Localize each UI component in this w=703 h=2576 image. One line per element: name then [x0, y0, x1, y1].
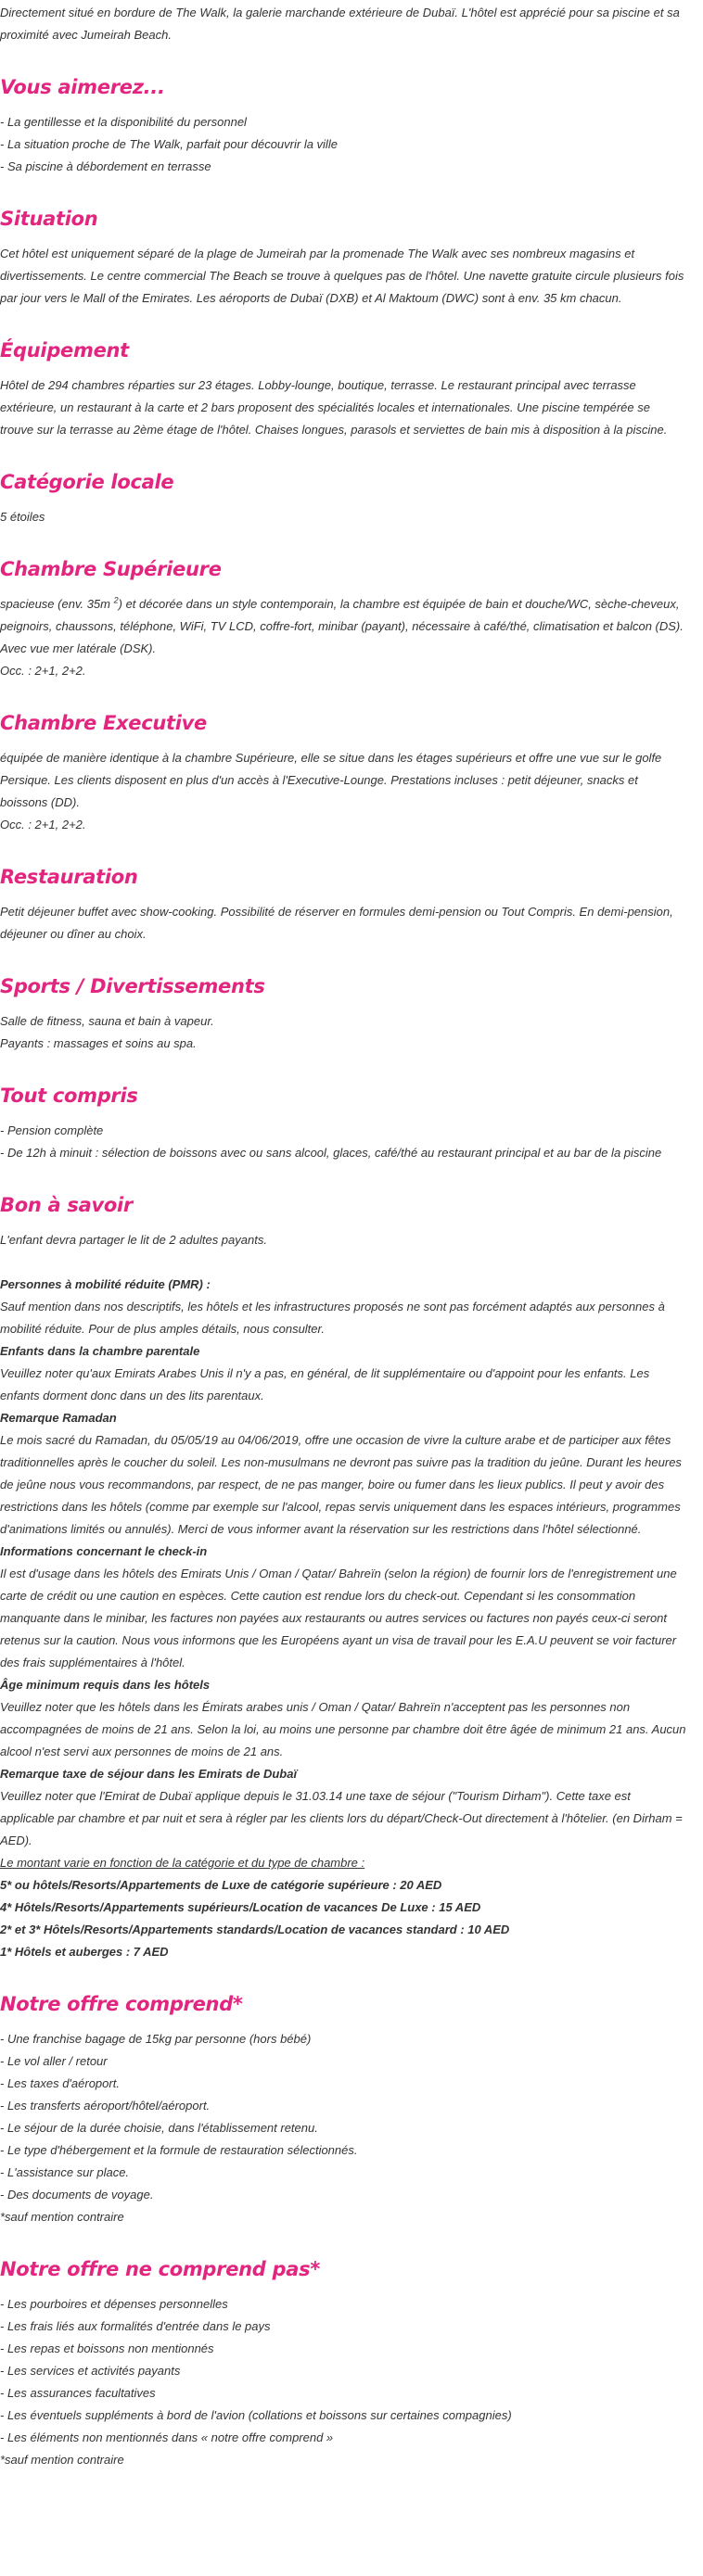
chambre-superieure-text-after: ) et décorée dans un style contemporain, la chambre est équipée de bain et douche/WC, sèche-cheveux, peignoirs, chaussons, téléphone, WiFi, TV LCD, coffre-fort, minibar (payant), nécessaire à café/thé, climatisation et balcon (DS). Avec vue mer latérale (DSK).	[0, 597, 684, 655]
list-item: - Les repas et boissons non mentionnés	[0, 2341, 214, 2355]
ramadan-text: Le mois sacré du Ramadan, du 05/05/19 au 04/06/2019, offre une occasion de vivre la culture arabe et de participer aux fêtes traditionnelles après le coucher du soleil. Les non-musulmans ne devront pas suivre pas la tradition du jeûne. Durant les heures de jeûne nous vous recommandons, par respect, de ne pas manger, boire ou fumer dans les lieux publics. Il peut y avoir des restrictions dans les hôtels (comme par exemple sur l'alcool, repas servis uniquement dans les espaces intérieurs, programmes d'animations limités ou annulés). Merci de vous informer avant la réservation sur les restrictions dans l'hôtel sélectionné.	[0, 1433, 682, 1536]
equipement-text: Hôtel de 294 chambres réparties sur 23 étages. Lobby-lounge, boutique, terrasse. Le restaurant principal avec terrasse extérieure, un restaurant à la carte et 2 bars proposent des spécialités locales et internationales. Une piscine tempérée se trouve sur la terrasse au 2ème étage de l'hôtel. Chaises longues, parasols et serviettes de bain mis à disposition à la piscine.	[0, 378, 668, 437]
chambre-executive-text: équipée de manière identique à la chambre Supérieure, elle se situe dans les étages supérieurs et offre une vue sur le golfe Persique. Les clients disposent en plus d'un accès à l'Executive-Lounge. Prestations incluses : petit déjeuner, snacks et boissons (DD).	[0, 751, 662, 809]
chambre-superieure-text-before: spacieuse (env. 35m	[0, 597, 114, 611]
offre-comprend-list	[0, 2028, 686, 2228]
intro-text: Directement situé en bordure de The Walk, la galerie marchande extérieure de Dubaï. L'hôtel est apprécié pour sa piscine et sa proximité avec Jumeirah Beach.	[0, 6, 680, 42]
list-item: - Sa piscine à débordement en terrasse	[0, 159, 211, 173]
list-item: - Des documents de voyage.	[0, 2188, 154, 2202]
list-item: *sauf mention contraire	[0, 2210, 124, 2224]
section-title-situation: Situation	[0, 208, 98, 230]
age-title: Âge minimum requis dans les hôtels	[0, 1678, 211, 1692]
restauration-text: Petit déjeuner buffet avec show-cooking. Possibilité de réserver en formules demi-pension ou Tout Compris. En demi-pension, déjeuner ou dîner au choix.	[0, 905, 673, 941]
section-title-offre-comprend: Notre offre comprend*	[0, 1993, 243, 2015]
list-item: Salle de fitness, sauna et bain à vapeur.	[0, 1014, 214, 1028]
tax-rate: 4* Hôtels/Resorts/Appartements supérieurs/Location de vacances De Luxe : 15 AED	[0, 1900, 481, 1914]
spacer	[0, 1251, 686, 1274]
section-title-chambre-executive: Chambre Executive	[0, 712, 207, 734]
montant-title: Le montant varie en fonction de la catégorie et du type de chambre :	[0, 1856, 365, 1870]
checkin-text: Il est d'usage dans les hôtels des Emirats Unis / Oman / Qatar/ Bahreïn (selon la région) de fournir lors de l'enregistrement une carte de crédit ou une caution en espèces. Cette caution est rendue lors du check-out. Cependant si les consommation manquante dans le minibar, les factures non payées aux restaurants ou autres services ou factures non payés ceux-ci seront retenus sur la caution. Nous vous informons que les Européens ayant un visa de travail pour les E.A.U peuvent se voir facturer des frais supplémentaires à l'hôtel.	[0, 1567, 677, 1669]
taxe-text: Veuillez noter que l'Emirat de Dubaï applique depuis le 31.03.14 une taxe de séjour ("Tourism Dirham"). Cette taxe est applicable par chambre et par nuit et sera à régler par les clients lors du départ/Check-Out directement à l'hôtelier. (en Dirham = AED).	[0, 1789, 683, 1847]
superscript: 2	[113, 595, 119, 605]
categorie-text: 5 étoiles	[0, 510, 45, 524]
list-item: - Les assurances facultatives	[0, 2386, 156, 2400]
list-item: - Les pourboires et dépenses personnelles	[0, 2297, 228, 2311]
section-title-sports: Sports / Divertissements	[0, 975, 265, 997]
vous-aimerez-list	[0, 111, 686, 178]
situation-text: Cet hôtel est uniquement séparé de la plage de Jumeirah par la promenade The Walk avec ses nombreux magasins et divertissements. Le centre commercial The Beach se trouve à quelques pas de l'hôtel. Une navette gratuite circule plusieurs fois par jour vers le Mall of the Emirates. Les aéroports de Dubaï (DXB) et Al Maktoum (DWC) sont à env. 35 km chacun.	[0, 247, 684, 305]
list-item: - Les transferts aéroport/hôtel/aéroport.	[0, 2099, 211, 2113]
section-title-offre-ne-comprend: Notre offre ne comprend pas*	[0, 2258, 321, 2280]
list-item: *sauf mention contraire	[0, 2453, 124, 2467]
tax-rate: 2* et 3* Hôtels/Resorts/Appartements standards/Location de vacances standard : 10 AED	[0, 1922, 510, 1936]
chambre-executive-occupancy: Occ. : 2+1, 2+2.	[0, 818, 86, 831]
tout-compris-list	[0, 1120, 686, 1164]
tax-rate: 1* Hôtels et auberges : 7 AED	[0, 1945, 169, 1959]
list-item: - Le vol aller / retour	[0, 2054, 108, 2068]
list-item: - Le séjour de la durée choisie, dans l'établissement retenu.	[0, 2121, 318, 2135]
list-item: - La gentillesse et la disponibilité du personnel	[0, 115, 247, 129]
hotel-description	[0, 2, 686, 2471]
list-item: - Les éventuels suppléments à bord de l'avion (collations et boissons sur certaines compagnies)	[0, 2408, 512, 2422]
age-text: Veuillez noter que les hôtels dans les Émirats arabes unis / Oman / Qatar/ Bahreïn n'acceptent pas les personnes non accompagnées de moins de 21 ans. Selon la loi, au moins une personne par chambre doit être âgée de minimum 21 ans. Aucun alcool n'est servi aux personnes de moins de 21 ans.	[0, 1700, 686, 1758]
chambre-superieure-text	[0, 593, 686, 660]
section-title-categorie: Catégorie locale	[0, 471, 174, 493]
pmr-title: Personnes à mobilité réduite (PMR) :	[0, 1277, 211, 1291]
offre-ne-comprend-list	[0, 2293, 686, 2471]
list-item: - L'assistance sur place.	[0, 2165, 130, 2179]
section-title-restauration: Restauration	[0, 866, 138, 888]
list-item: Payants : massages et soins au spa.	[0, 1036, 197, 1050]
pmr-text: Sauf mention dans nos descriptifs, les hôtels et les infrastructures proposés ne sont pas forcément adaptés aux personnes à mobilité réduite. Pour de plus amples détails, nous consulter.	[0, 1300, 665, 1336]
ramadan-title: Remarque Ramadan	[0, 1411, 117, 1425]
taxe-title: Remarque taxe de séjour dans les Emirats de Dubaï	[0, 1767, 298, 1781]
list-item: - Les éléments non mentionnés dans « notre offre comprend »	[0, 2430, 334, 2444]
sports-list	[0, 1010, 686, 1055]
list-item: - Les services et activités payants	[0, 2364, 181, 2378]
list-item: - Les taxes d'aéroport.	[0, 2076, 120, 2090]
section-title-bon-a-savoir: Bon à savoir	[0, 1194, 133, 1216]
chambre-superieure-occupancy: Occ. : 2+1, 2+2.	[0, 664, 86, 678]
list-item: - Une franchise bagage de 15kg par personne (hors bébé)	[0, 2032, 312, 2046]
section-title-equipement: Équipement	[0, 339, 129, 362]
list-item: - La situation proche de The Walk, parfait pour découvrir la ville	[0, 137, 338, 151]
enfants-text: Veuillez noter qu'aux Emirats Arabes Unis il n'y a pas, en général, de lit supplémentaire ou d'appoint pour les enfants. Les enfants dorment donc dans un des lits parentaux.	[0, 1366, 650, 1402]
list-item: - Les frais liés aux formalités d'entrée dans le pays	[0, 2319, 271, 2333]
list-item: - Le type d'hébergement et la formule de restauration sélectionnés.	[0, 2143, 358, 2157]
tax-rate: 5* ou hôtels/Resorts/Appartements de Luxe de catégorie supérieure : 20 AED	[0, 1878, 442, 1892]
section-title-vous-aimerez: Vous aimerez...	[0, 76, 165, 98]
list-item: - De 12h à minuit : sélection de boissons avec ou sans alcool, glaces, café/thé au restaurant principal et au bar de la piscine	[0, 1146, 662, 1160]
section-title-chambre-superieure: Chambre Supérieure	[0, 558, 222, 580]
enfant-text: L'enfant devra partager le lit de 2 adultes payants.	[0, 1233, 267, 1247]
list-item: - Pension complète	[0, 1123, 104, 1137]
enfants-title: Enfants dans la chambre parentale	[0, 1344, 200, 1358]
checkin-title: Informations concernant le check-in	[0, 1544, 208, 1558]
section-title-tout-compris: Tout compris	[0, 1085, 138, 1107]
